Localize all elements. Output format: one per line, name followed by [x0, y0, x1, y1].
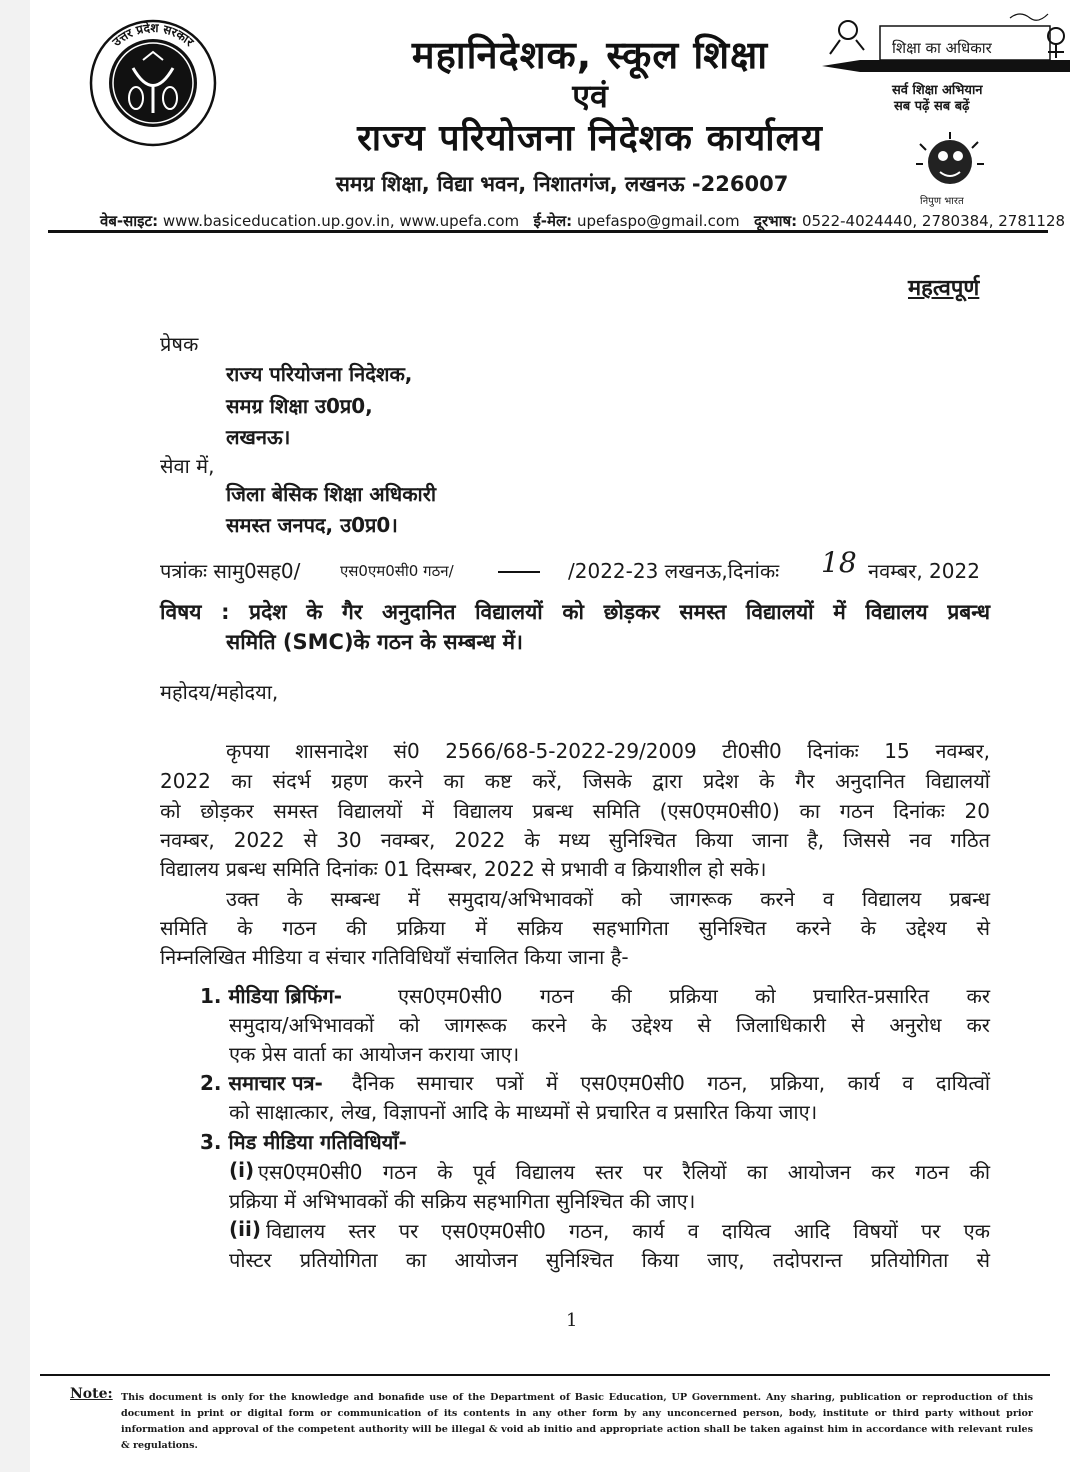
phone-value: 0522-4024440, 2780384, 2781128 — [801, 212, 1066, 230]
footer-divider — [40, 1374, 1050, 1376]
recipient-line1: जिला बेसिक शिक्षा अधिकारी — [226, 482, 437, 506]
email-value: upefaspo@gmail.com — [576, 212, 740, 230]
nipun-bharat-label: निपुण भारत — [920, 196, 964, 207]
page-number: 1 — [566, 1310, 578, 1331]
para1-line: विद्यालय प्रबन्ध समिति दिनांकः 01 दिसम्बर, 2022 से प्रभावी व क्रियाशील हो सके। — [160, 857, 767, 881]
item1-line3: एक प्रेस वार्ता का आयोजन कराया जाए। — [229, 1042, 520, 1066]
sub1-marker: (i) — [229, 1158, 255, 1182]
letter-page — [30, 0, 1080, 1472]
recipient-label: सेवा में, — [160, 454, 215, 478]
office-title-line2: एवं — [572, 77, 608, 115]
up-government-seal — [88, 18, 218, 148]
reference-month-year: नवम्बर, 2022 — [868, 559, 980, 583]
item1-heading: 1. मीडिया ब्रिफिंग- — [200, 984, 343, 1008]
item1-line1: एस0एम0सी0 गठन की प्रक्रिया को प्रचारित-प्रसारित कर — [398, 984, 990, 1008]
email-label: ई-मेल: — [533, 212, 573, 230]
important-mark: महत्वपूर्ण — [908, 276, 980, 301]
website-label: वेब-साइट: — [100, 212, 159, 230]
note-label: Note: — [70, 1386, 113, 1402]
ssa-slogan: सब पढ़ें सब बढ़ें — [894, 99, 970, 114]
reference-handwritten-day: 18 — [821, 546, 857, 579]
ssa-label: सर्व शिक्षा अभियान — [892, 83, 983, 98]
contact-line — [100, 211, 1065, 231]
sub2-marker: (ii) — [229, 1217, 261, 1241]
phone-label: दूरभाष: — [753, 212, 798, 230]
sub2-line2: पोस्टर प्रतियोगिता का आयोजन सुनिश्चित किया जाए, तदोपरान्त प्रतियोगिता से — [229, 1248, 990, 1272]
sender-line2: समग्र शिक्षा उ0प्र0, — [226, 394, 373, 418]
website-value: www.basiceducation.up.gov.in, www.upefa.com — [162, 212, 520, 230]
sender-line3: लखनऊ। — [226, 425, 291, 449]
sub1-line1: एस0एम0सी0 गठन के पूर्व विद्यालय स्तर पर रैलियों का आयोजन कर गठन की — [258, 1160, 990, 1184]
office-address: समग्र शिक्षा, विद्या भवन, निशातगंज, लखनऊ -226007 — [335, 172, 789, 196]
note-text: This document is only for the knowledge and bonafide use of the Department of Basic Education, UP Government. Any sharing, publication or reproduction of this document in print or digital form or communication of its contents in any other form by any unconcerned person, body, institute or third party without prior information and approval of the competent authority will be illegal & void ab initio and appropriate action shall be taken against him in accordance with relevant rules & regulations. — [121, 1392, 1033, 1451]
reference-code: एस0एम0सी0 गठन/ — [340, 562, 454, 580]
para2-line: समिति के गठन की प्रक्रिया में सक्रिय सहभागिता सुनिश्चित करने के उद्देश्य से — [160, 916, 990, 940]
subject-line1: विषय : प्रदेश के गैर अनुदानित विद्यालयों को छोड़कर समस्त विद्यालयों में विद्यालय प्रबन्ध — [160, 600, 990, 624]
recipient-line2: समस्त जनपद, उ0प्र0। — [226, 513, 398, 537]
reference-blank — [498, 571, 540, 573]
subject-line2: समिति (SMC)के गठन के सम्बन्ध में। — [226, 630, 523, 654]
reference-year-place: /2022-23 लखनऊ,दिनांकः — [568, 559, 780, 583]
office-title-line1: महानिदेशक, स्कूल शिक्षा — [411, 33, 769, 77]
sub2-line1: विद्यालय स्तर पर एस0एम0सी0 गठन, कार्य व दायित्व आदि विषयों पर एक — [266, 1219, 990, 1243]
para1-line: को छोड़कर समस्त विद्यालयों में विद्यालय प्रबन्ध समिति (एस0एम0सी0) का गठन दिनांकः 20 — [160, 799, 990, 823]
para1-line: कृपया शासनादेश सं0 2566/68-5-2022-29/2009 टी0सी0 दिनांकः 15 नवम्बर, — [226, 739, 990, 763]
para1-line: 2022 का संदर्भ ग्रहण करने का कष्ट करें, जिसके द्वारा प्रदेश के गैर अनुदानित विद्यालयों — [160, 769, 990, 793]
nipun-bharat-logo — [910, 128, 990, 190]
rte-label: शिक्षा का अधिकार — [892, 39, 992, 57]
para1-line: नवम्बर, 2022 से 30 नवम्बर, 2022 के मध्य सुनिश्चित किया जाना है, जिससे नव गठित — [160, 828, 990, 852]
para2-line: उक्त के सम्बन्ध में समुदाय/अभिभावकों को जागरूक करने व विद्यालय प्रबन्ध — [226, 887, 990, 911]
reference-prefix: पत्रांकः सामु0सह0/ — [160, 559, 301, 583]
sender-line1: राज्य परियोजना निदेशक, — [226, 362, 413, 386]
office-title-line3: राज्य परियोजना निदेशक कार्यालय — [357, 118, 823, 159]
salutation: महोदय/महोदया, — [160, 680, 279, 704]
item2-line1: दैनिक समाचार पत्रों में एस0एम0सी0 गठन, प्रक्रिया, कार्य व दायित्वों — [352, 1071, 990, 1095]
seal-text: उत्तर प्रदेश सरकार — [109, 20, 197, 50]
sub1-line2: प्रक्रिया में अभिभावकों की सक्रिय सहभागिता सुनिश्चित की जाए। — [229, 1189, 696, 1213]
para2-line: निम्नलिखित मीडिया व संचार गतिविधियाँ संचालित किया जाना है- — [160, 945, 629, 969]
item2-heading: 2. समाचार पत्र- — [200, 1071, 323, 1095]
sender-label: प्रेषक — [160, 332, 199, 356]
item2-line2: को साक्षात्कार, लेख, विज्ञापनों आदि के माध्यमों से प्रचारित व प्रसारित किया जाए। — [229, 1100, 818, 1124]
header-divider — [48, 230, 1048, 233]
item1-line2: समुदाय/अभिभावकों को जागरूक करने के उद्देश्य से जिलाधिकारी से अनुरोध कर — [229, 1013, 990, 1037]
item3-heading: 3. मिड मीडिया गतिविधियाँ- — [200, 1130, 407, 1154]
